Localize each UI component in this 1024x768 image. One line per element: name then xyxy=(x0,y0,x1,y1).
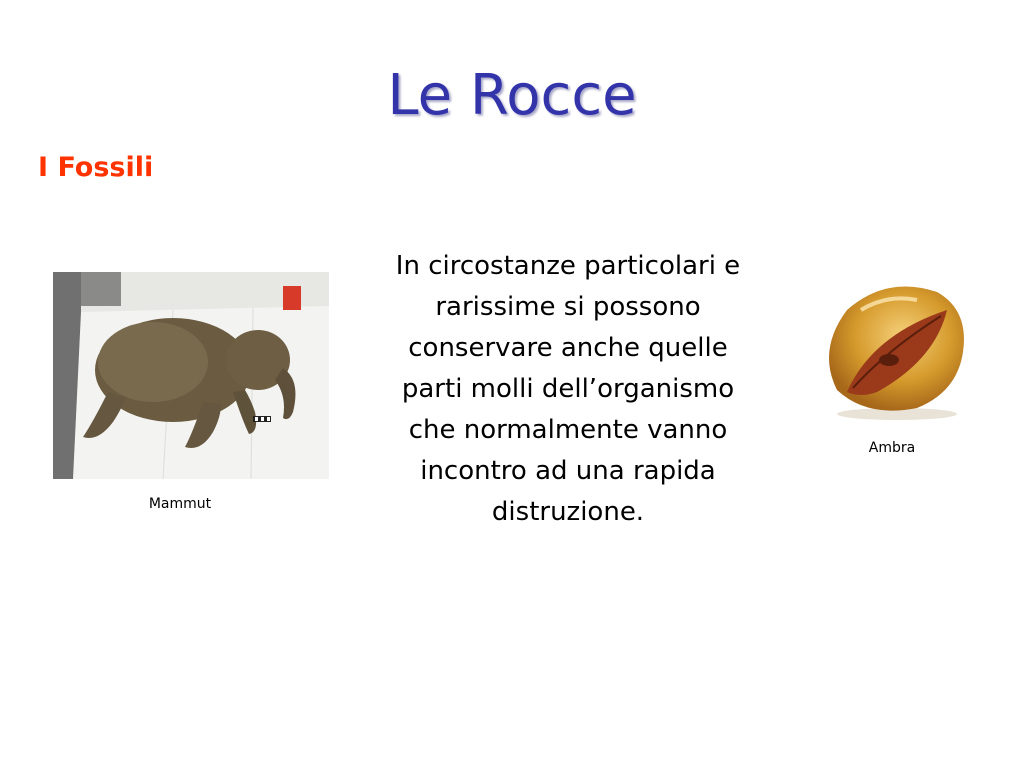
slide-title: Le Rocce xyxy=(387,63,637,128)
mammoth-photo xyxy=(53,272,329,479)
mammoth-caption: Mammut xyxy=(148,496,212,512)
body-text: In circostanze particolari e rarissime si possono conservare anche quelle parti molli dell’organismo che normalmente vanno incontro ad una rapida distruzione. xyxy=(395,251,741,527)
slide-subtitle: I Fossili xyxy=(38,152,154,183)
amber-caption: Ambra xyxy=(868,440,916,456)
amber-photo xyxy=(817,280,969,422)
